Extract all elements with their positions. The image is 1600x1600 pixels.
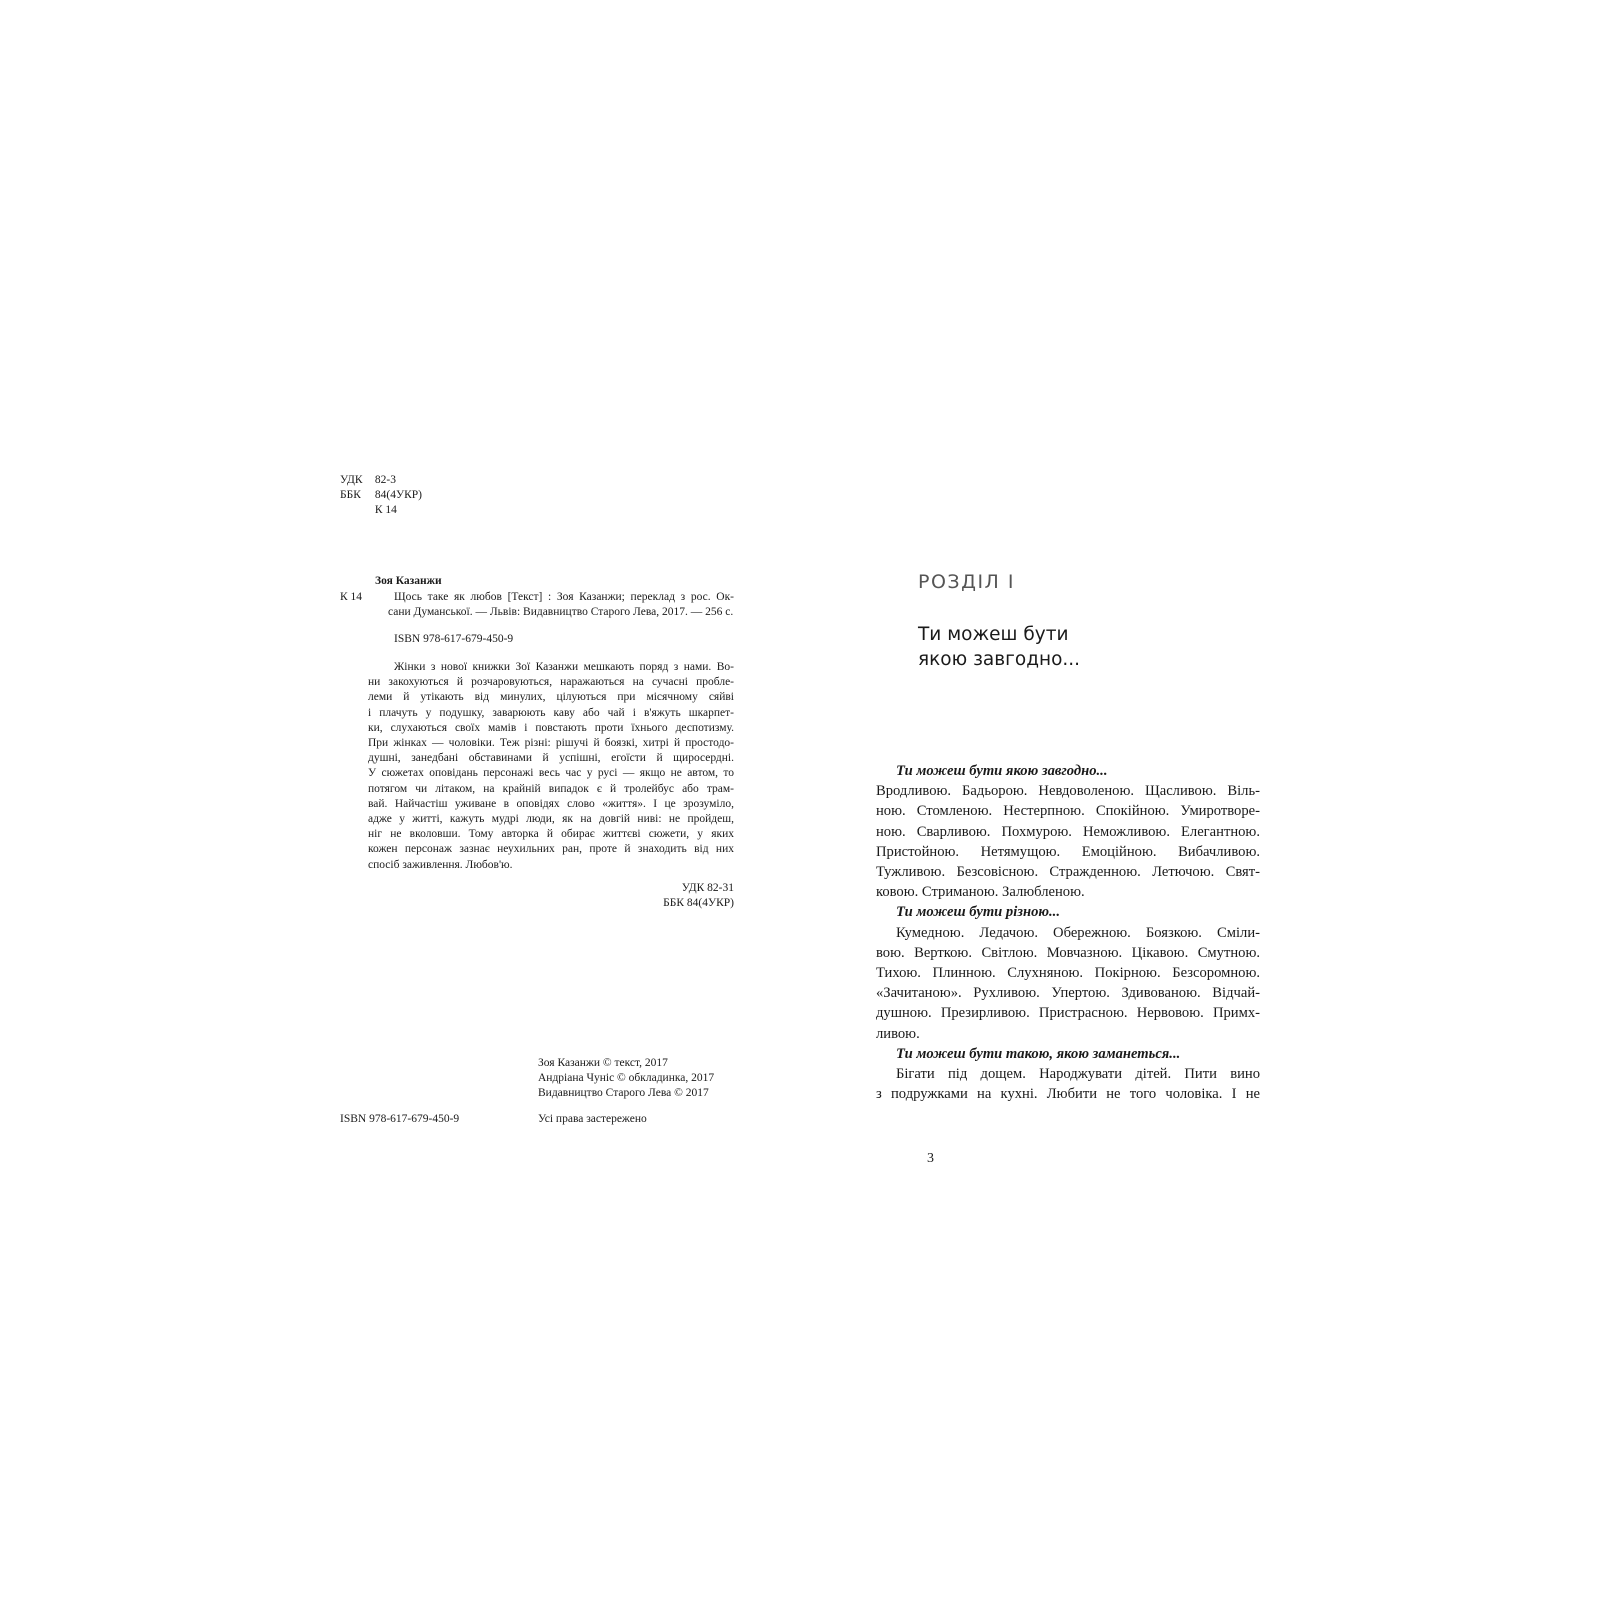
bbk-line [340, 488, 422, 503]
body-line: Вродливою. Бадьорою. Невдоволеною. Щасливою. Віль- [876, 783, 1260, 800]
annotation-line: потягом чи літаком, на крайній випадок є й тролейбус або трам- [368, 782, 734, 795]
annotation [368, 660, 734, 873]
body-line: Тужливою. Безсовісною. Стражденною. Летючою. Свят- [876, 864, 1260, 881]
body-line: з подружками на кухні. Любити не того чоловіка. І не [876, 1086, 1260, 1103]
body-line: Тихою. Плинною. Слухняною. Покірною. Безсоромною. [876, 965, 1260, 982]
bbk-value: 84(4УКР) [374, 489, 422, 501]
copyright-publisher: Видавництво Старого Лева © 2017 [538, 1087, 709, 1099]
bib-line: сани Думанської. — Львів: Видавництво Старого Лева, 2017. — 256 с. [388, 606, 734, 619]
udk-label: УДК [340, 474, 363, 486]
epigraph-line: Ти можеш бути різною... [896, 904, 1060, 921]
chapter-label: РОЗДІЛ І [918, 571, 1015, 593]
annotation-line: спосіб заживлення. Любов'ю. [368, 858, 513, 871]
chapter-title-line: якою завгодно... [918, 649, 1081, 670]
body-line: ною. Сварливою. Похмурою. Неможливою. Елегантною. [876, 823, 1260, 840]
copyright-text: Зоя Казанжи © текст, 2017 [538, 1057, 668, 1069]
annotation-line: У сюжетах оповідань персонажі весь час у русі — якщо не автом, то [368, 767, 734, 780]
annotation-line: Жінки з нової книжки Зої Казанжи мешкають поряд з нами. Во- [394, 661, 734, 673]
udk-line [340, 473, 396, 488]
chapter-title [918, 622, 1218, 672]
body-line: душною. Презирливою. Пристрасною. Нервовою. Примх- [876, 1005, 1260, 1022]
body-line: ковою. Стриманою. Залюбленою. [876, 884, 1085, 901]
copyright-cover: Андріана Чуніс © обкладинка, 2017 [538, 1072, 715, 1084]
annotation-line: При жінках — чоловіки. Теж різні: рішучі й боязкі, хитрі й простодо- [368, 737, 734, 750]
page-number: 3 [927, 1151, 934, 1166]
body-line: вою. Верткою. Світлою. Мовчазною. Цікавою. Смутною. [876, 944, 1260, 961]
body-line: ною. Стомленою. Нестерпною. Спокійною. Умиротворе- [876, 803, 1260, 820]
epigraph-line: Ти можеш бути такою, якою заманеться... [896, 1045, 1181, 1062]
bibliographic-entry [388, 590, 734, 620]
annotation-line: леми й утікають від минулих, цілуються при місячному сяйві [368, 691, 734, 704]
annotation-line: ніг не вколовши. Тому авторка й обирає життєві сюжети, у яких [368, 828, 734, 841]
classification-bottom [630, 881, 734, 911]
author-name: Зоя Казанжи [375, 575, 442, 587]
udk-value: 82-3 [374, 474, 396, 486]
mark-line [340, 503, 397, 518]
author-mark: К 14 [340, 591, 363, 603]
annotation-line: і плачуть у подушку, заварюють каву або чай і в'яжуть шкарпет- [368, 706, 734, 719]
chapter-body [876, 761, 1260, 1104]
isbn-top: ISBN 978-617-679-450-9 [394, 633, 514, 645]
bbk-bottom: ББК 84(4УКР) [663, 897, 734, 909]
epigraph-line: Ти можеш бути якою завгодно... [896, 763, 1108, 779]
body-line: Бігати під дощем. Народжувати дітей. Пити вино [896, 1066, 1260, 1083]
body-line: Пристойною. Нетямущою. Емоційною. Вибачливою. [876, 843, 1260, 860]
annotation-line: ни закохуються й розчаровуються, наражаються на сучасні пробле- [368, 676, 734, 689]
annotation-line: душні, занедбані обставинами й успішні, егоїсти й щиросердні. [368, 752, 734, 765]
annotation-line: вай. Найчастіш уживане в оповідях слово «життя». І це зрозуміло, [368, 797, 734, 810]
bbk-label: ББК [340, 489, 361, 501]
rights-reserved: Усі права застережено [538, 1113, 647, 1125]
chapter-title-line: Ти можеш бути [918, 624, 1069, 645]
isbn-bottom: ISBN 978-617-679-450-9 [340, 1113, 460, 1125]
bib-line: Щось таке як любов [Текст] : Зоя Казанжи; переклад з рос. Ок- [394, 591, 734, 603]
mark-value: К 14 [374, 504, 397, 516]
udk-bottom: УДК 82-31 [681, 882, 734, 894]
annotation-line: кожен персонаж зазнає неухильних ран, проте й знаходить від них [368, 843, 734, 856]
body-line: Кумедною. Ледачою. Обережною. Боязкою. Сміли- [896, 924, 1260, 941]
body-line: «Зачитаною». Рухливою. Упертою. Здивованою. Відчай- [876, 985, 1260, 1002]
annotation-line: ки, слухаються своїх мамів і повстають проти їхнього деспотизму. [368, 721, 734, 734]
body-line: ливою. [876, 1025, 920, 1042]
annotation-line: адже у житті, кажуть мудрі люди, як на довгій ниві: не пройдеш, [368, 813, 734, 826]
